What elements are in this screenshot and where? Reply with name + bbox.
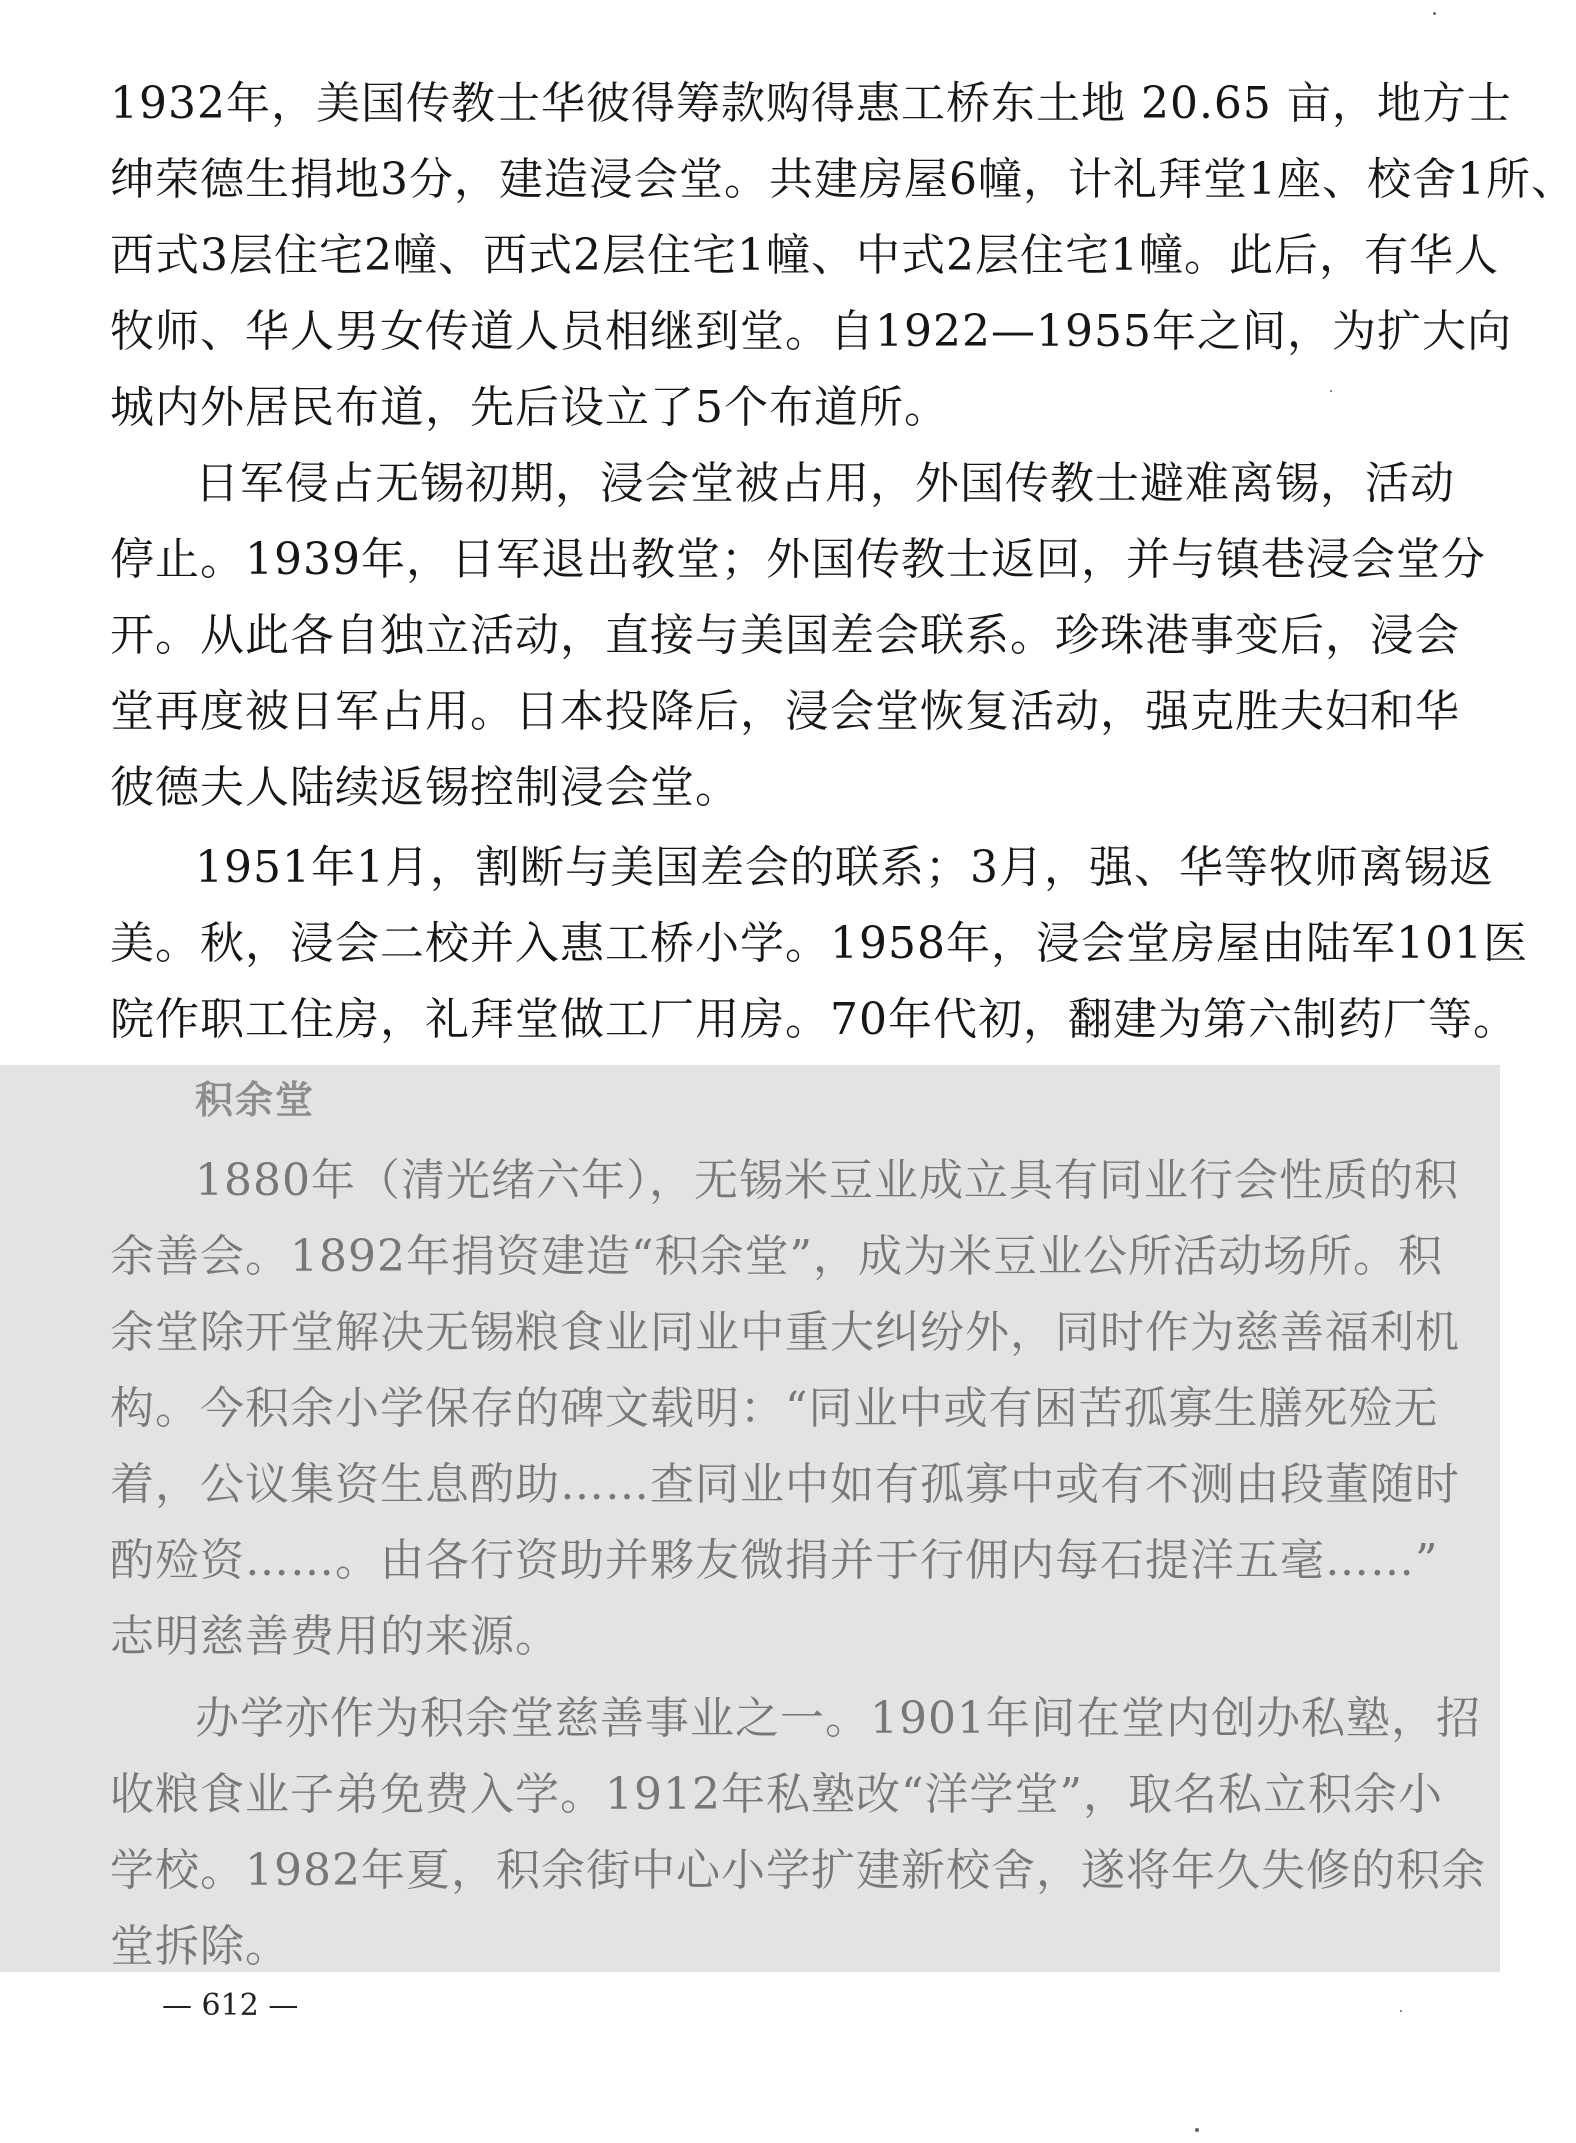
scan-speck [1330,390,1332,392]
text-line: 日军侵占无锡初期，浸会堂被占用，外国传教士避难离锡，活动 [195,458,1455,509]
text-line: 停止。1939年，日军退出教堂；外国传教士返回，并与镇巷浸会堂分 [110,534,1486,585]
shaded-section [0,1065,1500,1972]
text-line: 着，公议集资生息酌助……查同业中如有孤寡中或有不测由段董随时 [110,1459,1460,1510]
text-line: 开。从此各自独立活动，直接与美国差会联系。珍珠港事变后，浸会 [110,610,1460,661]
text-line: 构。今积余小学保存的碑文载明：“同业中或有困苦孤寡生膳死殓无 [110,1383,1439,1434]
text-line: 收粮食业子弟免费入学。1912年私塾改“洋学堂”，取名私立积余小 [110,1769,1443,1820]
text-line: 酌殓资……。由各行资助并夥友微捐并于行佣内每石提洋五毫……” [110,1535,1439,1586]
text-line: 余善会。1892年捐资建造“积余堂”，成为米豆业公所活动场所。积 [110,1231,1443,1282]
page-number: — 612 — [162,1988,299,2023]
text-line: 堂再度被日军占用。日本投降后，浸会堂恢复活动，强克胜夫妇和华 [110,686,1460,737]
text-line: 堂拆除。 [110,1921,290,1972]
text-line: 彼德夫人陆续返锡控制浸会堂。 [110,762,740,813]
text-line: 西式3层住宅2幢、西式2层住宅1幢、中式2层住宅1幢。此后，有华人 [110,230,1499,281]
text-line: 1932年，美国传教士华彼得筹款购得惠工桥东土地 20.65 亩，地方士 [110,78,1512,129]
section-heading: 积余堂 [195,1078,316,1122]
text-line: 美。秋，浸会二校并入惠工桥小学。1958年，浸会堂房屋由陆军101医 [110,918,1528,969]
text-line: 志明慈善费用的来源。 [110,1611,560,1662]
text-line: 城内外居民布道，先后设立了5个布道所。 [110,382,949,433]
scan-speck [1195,2128,1199,2132]
text-line: 1880年（清光绪六年），无锡米豆业成立具有同业行会性质的积 [195,1155,1459,1206]
text-line: 牧师、华人男女传道人员相继到堂。自1922—1955年之间，为扩大向 [110,306,1512,357]
text-line: 绅荣德生捐地3分，建造浸会堂。共建房屋6幢，计礼拜堂1座、校舍1所、 [110,154,1576,205]
text-line: 办学亦作为积余堂慈善事业之一。1901年间在堂内创办私塾，招 [195,1693,1481,1744]
text-line: 余堂除开堂解决无锡粮食业同业中重大纠纷外，同时作为慈善福利机 [110,1307,1460,1358]
text-line: 院作职工住房，礼拜堂做工厂用房。70年代初，翻建为第六制药厂等。 [110,994,1518,1045]
scan-speck [1400,2010,1402,2012]
scan-speck [1433,12,1436,15]
text-line: 学校。1982年夏，积余街中心小学扩建新校舍，遂将年久失修的积余 [110,1845,1486,1896]
text-line: 1951年1月，割断与美国差会的联系；3月，强、华等牧师离锡返 [195,842,1494,893]
